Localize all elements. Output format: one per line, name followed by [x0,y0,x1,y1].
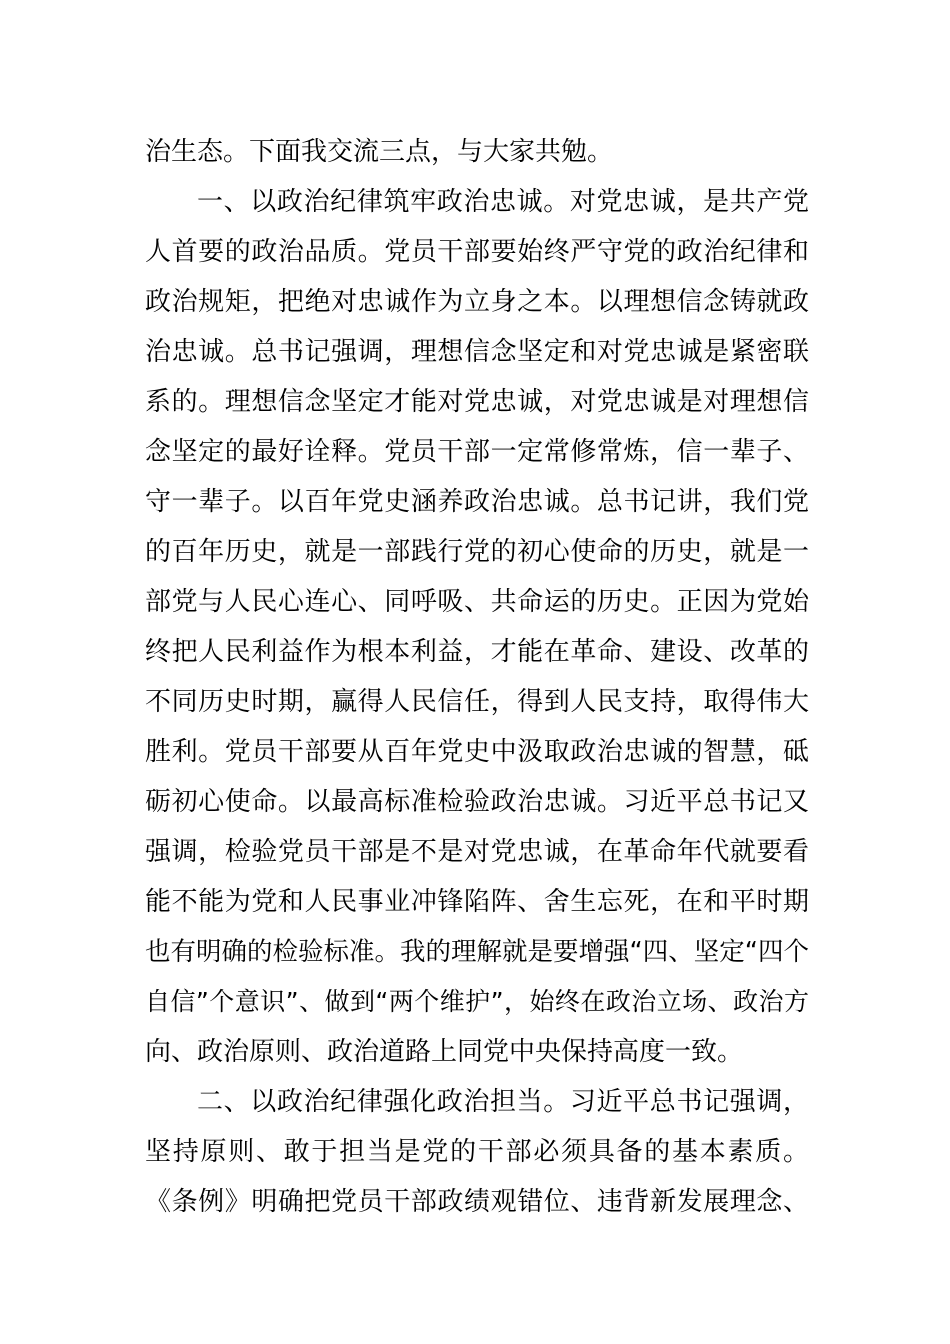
text-line: 念坚定的最好诠释。党员干部一定常修常炼，信一辈子、 [145,437,809,467]
text-line: 守一辈子。以百年党史涵养政治忠诚。总书记讲，我们党 [145,487,809,517]
text-line: 《条例》明确把党员干部政绩观错位、违背新发展理念、 [145,1187,809,1217]
text-line: 系的。理想信念坚定才能对党忠诚，对党忠诚是对理想信 [145,387,809,417]
text-line: 部党与人民心连心、同呼吸、共命运的历史。正因为党始 [145,587,809,617]
body-text [145,127,809,1227]
paragraph-heading-1: 一、以政治纪律筑牢政治忠诚。对党忠诚，是共产党 [197,187,809,217]
text-line: 人首要的政治品质。党员干部要始终严守党的政治纪律和 [145,237,809,267]
text-line: 砺初心使命。以最高标准检验政治忠诚。习近平总书记又 [145,787,809,817]
text-line: 胜利。党员干部要从百年党史中汲取政治忠诚的智慧，砥 [145,737,809,767]
text-line: 能不能为党和人民事业冲锋陷阵、舍生忘死，在和平时期 [145,887,809,917]
text-line: 也有明确的检验标准。我的理解就是要增强“四、坚定“四个 [145,937,809,967]
text-line: 的百年历史，就是一部践行党的初心使命的历史，就是一 [145,537,809,567]
text-line: 强调，检验党员干部是不是对党忠诚，在革命年代就要看 [145,837,809,867]
paragraph-heading-2: 二、以政治纪律强化政治担当。习近平总书记强调， [197,1087,809,1117]
text-line: 政治规矩，把绝对忠诚作为立身之本。以理想信念铸就政 [145,287,809,317]
text-line: 终把人民利益作为根本利益，才能在革命、建设、改革的 [145,637,809,667]
text-line: 治生态。下面我交流三点，与大家共勉。 [145,137,614,167]
text-line: 治忠诚。总书记强调，理想信念坚定和对党忠诚是紧密联 [145,337,809,367]
text-line: 坚持原则、敢于担当是党的干部必须具备的基本素质。 [145,1137,809,1167]
text-line: 不同历史时期，赢得人民信任，得到人民支持，取得伟大 [145,687,809,717]
text-line: 向、政治原则、政治道路上同党中央保持高度一致。 [145,1037,744,1067]
text-line: 自信”个意识”、做到“两个维护”，始终在政治立场、政治方 [145,987,809,1016]
